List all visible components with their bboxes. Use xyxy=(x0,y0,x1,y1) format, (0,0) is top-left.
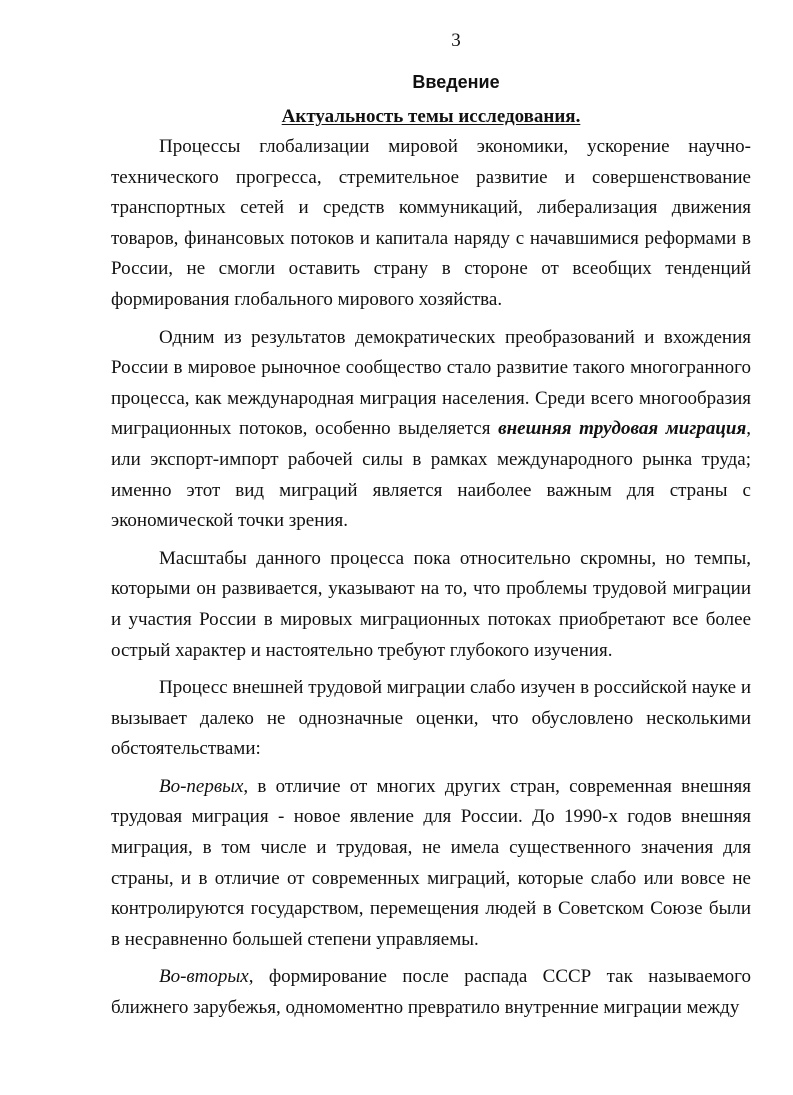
page-number: 3 xyxy=(451,30,461,51)
paragraph-text: Процесс внешней трудовой миграции слабо изучен в российской науке и вызывает далеко не однозначные оценки, что обусловлено несколькими обстоятельствами: xyxy=(111,677,751,760)
paragraph-lead: Во-первых xyxy=(159,775,244,797)
paragraph-globalization xyxy=(111,132,751,316)
paragraph-text: Масштабы данного процесса пока относительно скромны, но темпы, которыми он развивается, указывают на то, что проблемы трудовой миграции и участия России в мировых миграционных потоках приобретают все более острый характер и настоятельно требуют глубокого изучения. xyxy=(111,547,751,661)
subsection-heading: Актуальность темы исследования. xyxy=(281,106,581,127)
paragraph-firstly xyxy=(111,772,751,956)
section-heading: Введение xyxy=(412,72,500,92)
paragraph-migration xyxy=(111,323,751,537)
emphasis-term: внешняя трудовая миграция xyxy=(498,418,747,440)
paragraph-scale xyxy=(111,544,751,666)
paragraph-text: , или экспорт-импорт рабочей силы в рамках международного рынка труда; именно этот вид миграций является наиболее важным для страны с экономической точки зрения. xyxy=(111,418,752,532)
paragraph-process xyxy=(111,673,751,765)
body-text xyxy=(111,132,751,1031)
paragraph-text: Процессы глобализации мировой экономики, ускорение научно-технического прогресса, стремительное развитие и совершенствование транспортных сетей и средств коммуникаций, либерализация движения товаров, финансовых потоков и капитала наряду с начавшимися реформами в России, не смогли оставить страну в стороне от всеобщих тенденций формирования глобального мирового хозяйства. xyxy=(111,136,751,310)
paragraph-secondly xyxy=(111,962,751,1023)
paragraph-lead: Во-вторых xyxy=(159,966,249,988)
paragraph-text: , формирование после распада СССР так называемого ближнего зарубежья, одномоментно превратило внутренние миграции между xyxy=(111,966,751,1019)
paragraph-text: Одним из результатов демократических преобразований и вхождения России в мировое рыночное сообщество стало развитие такого многогранного процесса, как международная миграция населения. Среди всего многообразия миграционных потоков, особенно выделяется xyxy=(111,326,751,440)
paragraph-text: , в отличие от многих других стран, современная внешняя трудовая миграция - новое явление для России. До 1990-х годов внешняя миграция, в том числе и трудовая, не имела существенного значения для страны, и в отличие от современных миграций, которые слабо или вовсе не контролируются государством, перемещения людей в Советском Союзе были в несравненно большей степени управляемы. xyxy=(111,775,751,950)
